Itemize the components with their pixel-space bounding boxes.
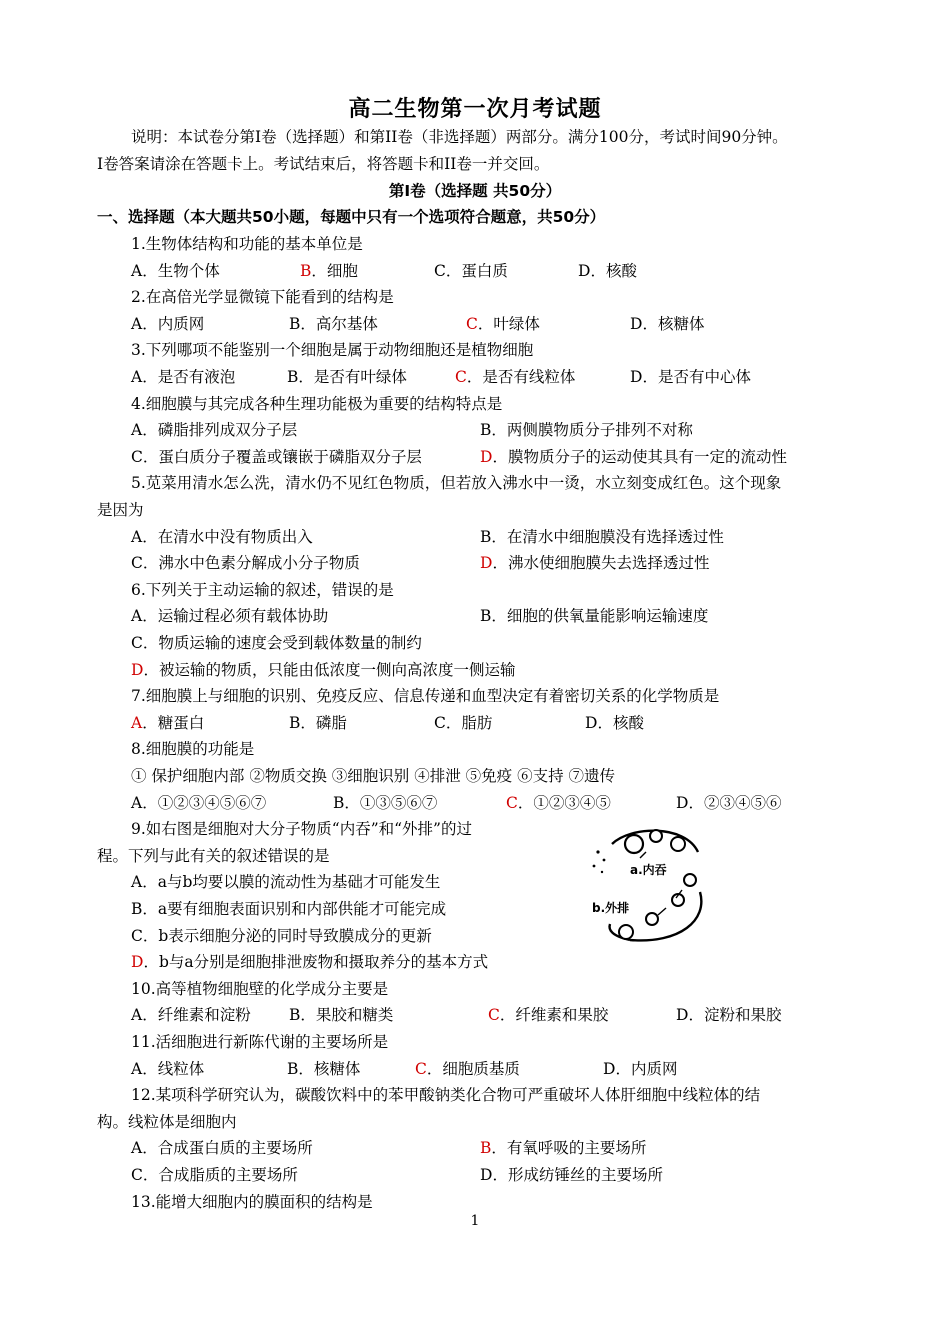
part-heading: 一、选择题（本大题共50小题，每题中只有一个选项符合题意，共50分） xyxy=(97,208,606,226)
option-text: ．内质网 xyxy=(142,315,205,333)
option-text: ．生物个体 xyxy=(142,262,220,280)
answer-option-a xyxy=(131,606,328,626)
answer-option-b xyxy=(131,899,446,919)
option-text: ．合成脂质的主要场所 xyxy=(142,1166,298,1184)
option-text: ．膜物质分子的运动使其具有一定的流动性 xyxy=(492,448,787,466)
section-title: 第Ⅰ卷（选择题 共50分） xyxy=(388,182,562,200)
answer-option-d xyxy=(630,367,751,387)
answer-option-c xyxy=(506,793,611,813)
option-text: ．纤维素和淀粉 xyxy=(142,1006,251,1024)
option-letter: C xyxy=(131,927,143,945)
option-text: ．两侧膜物质分子排列不对称 xyxy=(491,421,693,439)
option-text: ．在清水中细胞膜没有选择透过性 xyxy=(491,528,724,546)
answer-option-a xyxy=(131,872,440,892)
option-letter: C xyxy=(131,1166,143,1184)
option-text: ．核糖体 xyxy=(642,315,705,333)
option-letter: B xyxy=(480,1139,492,1157)
option-letter: D xyxy=(585,714,598,732)
intro-line-2: Ⅰ卷答案请涂在答题卡上。考试结束后，将答题卡和II卷一并交回。 xyxy=(97,155,550,173)
figure-label-a: a.内吞 xyxy=(630,863,667,877)
answer-option-d xyxy=(480,1165,663,1185)
option-letter: A xyxy=(131,528,143,546)
answer-option-b xyxy=(289,1005,393,1025)
answer-option-a xyxy=(131,1005,251,1025)
option-letter: C xyxy=(434,262,446,280)
endocytosis-exocytosis-figure xyxy=(590,822,710,946)
answer-option-a xyxy=(131,713,204,733)
option-letter: D xyxy=(603,1060,616,1078)
option-letter: A xyxy=(131,368,143,386)
question-stem: 5.苋菜用清水怎么洗，清水仍不见红色物质，但若放入沸水中一烫，水立刻变成红色。这个现象 xyxy=(131,474,782,492)
option-text: ．细胞质基质 xyxy=(426,1060,520,1078)
option-letter: B xyxy=(333,794,345,812)
answer-option-b xyxy=(300,261,358,281)
question-stem: 4.细胞膜与其完成各种生理功能极为重要的结构特点是 xyxy=(131,395,503,413)
answer-option-b xyxy=(287,367,407,387)
question-stem: 13.能增大细胞内的膜面积的结构是 xyxy=(131,1193,373,1211)
answer-option-b xyxy=(287,1059,360,1079)
option-text: ．沸水使细胞膜失去选择透过性 xyxy=(492,554,710,572)
answer-option-b xyxy=(480,420,693,440)
option-letter: B xyxy=(480,421,492,439)
option-text: ．合成蛋白质的主要场所 xyxy=(142,1139,313,1157)
option-text: ．细胞的供氧量能影响运输速度 xyxy=(491,607,709,625)
question-stem: 8.细胞膜的功能是 xyxy=(131,740,255,758)
answer-option-c xyxy=(455,367,575,387)
option-text: ．细胞 xyxy=(311,262,358,280)
option-letter: A xyxy=(131,262,143,280)
answer-option-b xyxy=(289,713,347,733)
option-letter: B xyxy=(289,714,301,732)
option-text: ．是否有线粒体 xyxy=(466,368,576,386)
answer-option-a xyxy=(131,420,297,440)
answer-option-d xyxy=(585,713,644,733)
option-text: ．①②③④⑤ xyxy=(517,794,611,812)
answer-option-b xyxy=(289,314,378,334)
option-text: ．b表示细胞分泌的同时导致膜成分的更新 xyxy=(142,927,432,945)
question-stem: 程。下列与此有关的叙述错误的是 xyxy=(97,847,330,865)
option-text: ．形成纺锤丝的主要场所 xyxy=(492,1166,663,1184)
option-text: ．糖蛋白 xyxy=(142,714,205,732)
option-letter: B xyxy=(480,528,492,546)
option-letter: A xyxy=(131,1060,143,1078)
option-text: ．核酸 xyxy=(590,262,637,280)
option-text: ．纤维素和果胶 xyxy=(499,1006,609,1024)
answer-option-a xyxy=(131,793,266,813)
option-text: ．蛋白质分子覆盖或镶嵌于磷脂双分子层 xyxy=(142,448,422,466)
page-title: 高二生物第一次月考试题 xyxy=(348,97,602,122)
question-stem: 2.在高倍光学显微镜下能看到的结构是 xyxy=(131,288,394,306)
question-stem: 1.生物体结构和功能的基本单位是 xyxy=(131,235,363,253)
option-text: ．内质网 xyxy=(615,1060,678,1078)
option-letter: A xyxy=(131,794,143,812)
answer-option-d xyxy=(131,952,488,972)
option-text: ．磷脂排列成双分子层 xyxy=(142,421,298,439)
answer-option-d xyxy=(480,553,709,573)
option-letter: D xyxy=(630,315,643,333)
option-letter: D xyxy=(676,1006,689,1024)
option-letter: C xyxy=(131,448,143,466)
option-letter: D xyxy=(676,794,689,812)
option-text: ．①③⑤⑥⑦ xyxy=(344,794,438,812)
answer-option-c xyxy=(131,633,422,653)
question-stem: 12.某项科学研究认为，碳酸饮料中的苯甲酸钠类化合物可严重破坏人体肝细胞中线粒体的结 xyxy=(131,1086,761,1104)
option-letter: D xyxy=(480,554,493,572)
option-letter: A xyxy=(131,607,143,625)
question-stem: 7.细胞膜上与细胞的识别、免疫反应、信息传递和血型决定有着密切关系的化学物质是 xyxy=(131,687,720,705)
answer-option-d xyxy=(131,660,515,680)
option-letter: D xyxy=(480,448,493,466)
question-stem: 6.下列关于主动运输的叙述，错误的是 xyxy=(131,581,394,599)
option-text: ．蛋白质 xyxy=(445,262,508,280)
option-text: ．线粒体 xyxy=(142,1060,205,1078)
option-letter: D xyxy=(131,953,144,971)
option-letter: A xyxy=(131,873,143,891)
option-letter: C xyxy=(455,368,467,386)
option-text: ．是否有中心体 xyxy=(642,368,751,386)
option-text: ．核酸 xyxy=(597,714,644,732)
answer-option-d xyxy=(578,261,637,281)
option-letter: C xyxy=(131,634,143,652)
answer-option-c xyxy=(434,261,508,281)
option-text: ．磷脂 xyxy=(300,714,347,732)
answer-option-b xyxy=(480,606,708,626)
option-letter: C xyxy=(466,315,478,333)
question-stem: ① 保护细胞内部 ②物质交换 ③细胞识别 ④排泄 ⑤免疫 ⑥支持 ⑦遗传 xyxy=(131,767,615,785)
option-letter: B xyxy=(300,262,312,280)
option-letter: A xyxy=(131,421,143,439)
answer-option-a xyxy=(131,314,204,334)
answer-option-c xyxy=(466,314,540,334)
option-text: ．果胶和糖类 xyxy=(300,1006,394,1024)
answer-option-c xyxy=(415,1059,520,1079)
figure-label-b: b.外排 xyxy=(592,901,630,915)
answer-option-b xyxy=(480,1138,646,1158)
answer-option-d xyxy=(603,1059,677,1079)
answer-option-b xyxy=(480,527,724,547)
option-letter: A xyxy=(131,1006,143,1024)
answer-option-c xyxy=(131,1165,298,1185)
answer-option-c xyxy=(131,447,422,467)
option-letter: B xyxy=(480,607,492,625)
question-stem: 是因为 xyxy=(97,501,144,519)
answer-option-a xyxy=(131,1138,313,1158)
answer-option-b xyxy=(333,793,437,813)
option-text: ．叶绿体 xyxy=(477,315,540,333)
answer-option-c xyxy=(488,1005,608,1025)
question-stem: 3.下列哪项不能鉴别一个细胞是属于动物细胞还是植物细胞 xyxy=(131,341,534,359)
option-letter: A xyxy=(131,714,143,732)
option-letter: B xyxy=(287,368,299,386)
answer-option-d xyxy=(676,793,781,813)
option-text: ．被运输的物质，只能由低浓度一侧向高浓度一侧运输 xyxy=(143,661,516,679)
answer-option-a xyxy=(131,261,220,281)
option-text: ．淀粉和果胶 xyxy=(688,1006,782,1024)
question-stem: 10.高等植物细胞壁的化学成分主要是 xyxy=(131,980,389,998)
option-text: ．运输过程必须有载体协助 xyxy=(142,607,329,625)
option-text: ．①②③④⑤⑥⑦ xyxy=(142,794,267,812)
answer-option-a xyxy=(131,367,235,387)
option-letter: A xyxy=(131,1139,143,1157)
option-letter: C xyxy=(415,1060,427,1078)
option-text: ．b与a分别是细胞排泄废物和摄取养分的基本方式 xyxy=(143,953,489,971)
option-letter: D xyxy=(131,661,144,679)
option-letter: D xyxy=(630,368,643,386)
option-text: ．在清水中没有物质出入 xyxy=(142,528,313,546)
question-stem: 构。线粒体是细胞内 xyxy=(97,1113,237,1131)
option-text: ．有氧呼吸的主要场所 xyxy=(491,1139,647,1157)
option-letter: C xyxy=(506,794,518,812)
answer-option-d xyxy=(480,447,787,467)
option-letter: C xyxy=(488,1006,500,1024)
option-letter: B xyxy=(289,1006,301,1024)
option-text: ．是否有叶绿体 xyxy=(298,368,407,386)
page-number: 1 xyxy=(470,1213,480,1229)
option-letter: D xyxy=(578,262,591,280)
option-text: ．a与b均要以膜的流动性为基础才可能发生 xyxy=(142,873,441,891)
option-text: ．是否有液泡 xyxy=(142,368,236,386)
answer-option-a xyxy=(131,1059,204,1079)
answer-option-c xyxy=(131,926,432,946)
answer-option-d xyxy=(676,1005,781,1025)
option-letter: D xyxy=(480,1166,493,1184)
option-text: ．②③④⑤⑥ xyxy=(688,794,782,812)
question-stem: 11.活细胞进行新陈代谢的主要场所是 xyxy=(131,1033,389,1051)
option-letter: B xyxy=(289,315,301,333)
option-text: ．高尔基体 xyxy=(300,315,378,333)
question-stem: 9.如右图是细胞对大分子物质“内吞”和“外排”的过 xyxy=(131,820,472,838)
option-letter: A xyxy=(131,315,143,333)
option-letter: C xyxy=(131,554,143,572)
intro-line-1: 说明：本试卷分第Ⅰ卷（选择题）和第II卷（非选择题）两部分。满分100分，考试时间90分钟。 xyxy=(131,128,788,146)
answer-option-c xyxy=(434,713,492,733)
answer-option-a xyxy=(131,527,313,547)
option-text: ．物质运输的速度会受到载体数量的制约 xyxy=(142,634,422,652)
option-text: ．核糖体 xyxy=(298,1060,361,1078)
answer-option-d xyxy=(630,314,704,334)
answer-option-c xyxy=(131,553,360,573)
option-text: ．a要有细胞表面识别和内部供能才可能完成 xyxy=(142,900,447,918)
option-letter: B xyxy=(131,900,143,918)
option-text: ．沸水中色素分解成小分子物质 xyxy=(142,554,360,572)
option-text: ．脂肪 xyxy=(445,714,493,732)
option-letter: B xyxy=(287,1060,299,1078)
option-letter: C xyxy=(434,714,446,732)
